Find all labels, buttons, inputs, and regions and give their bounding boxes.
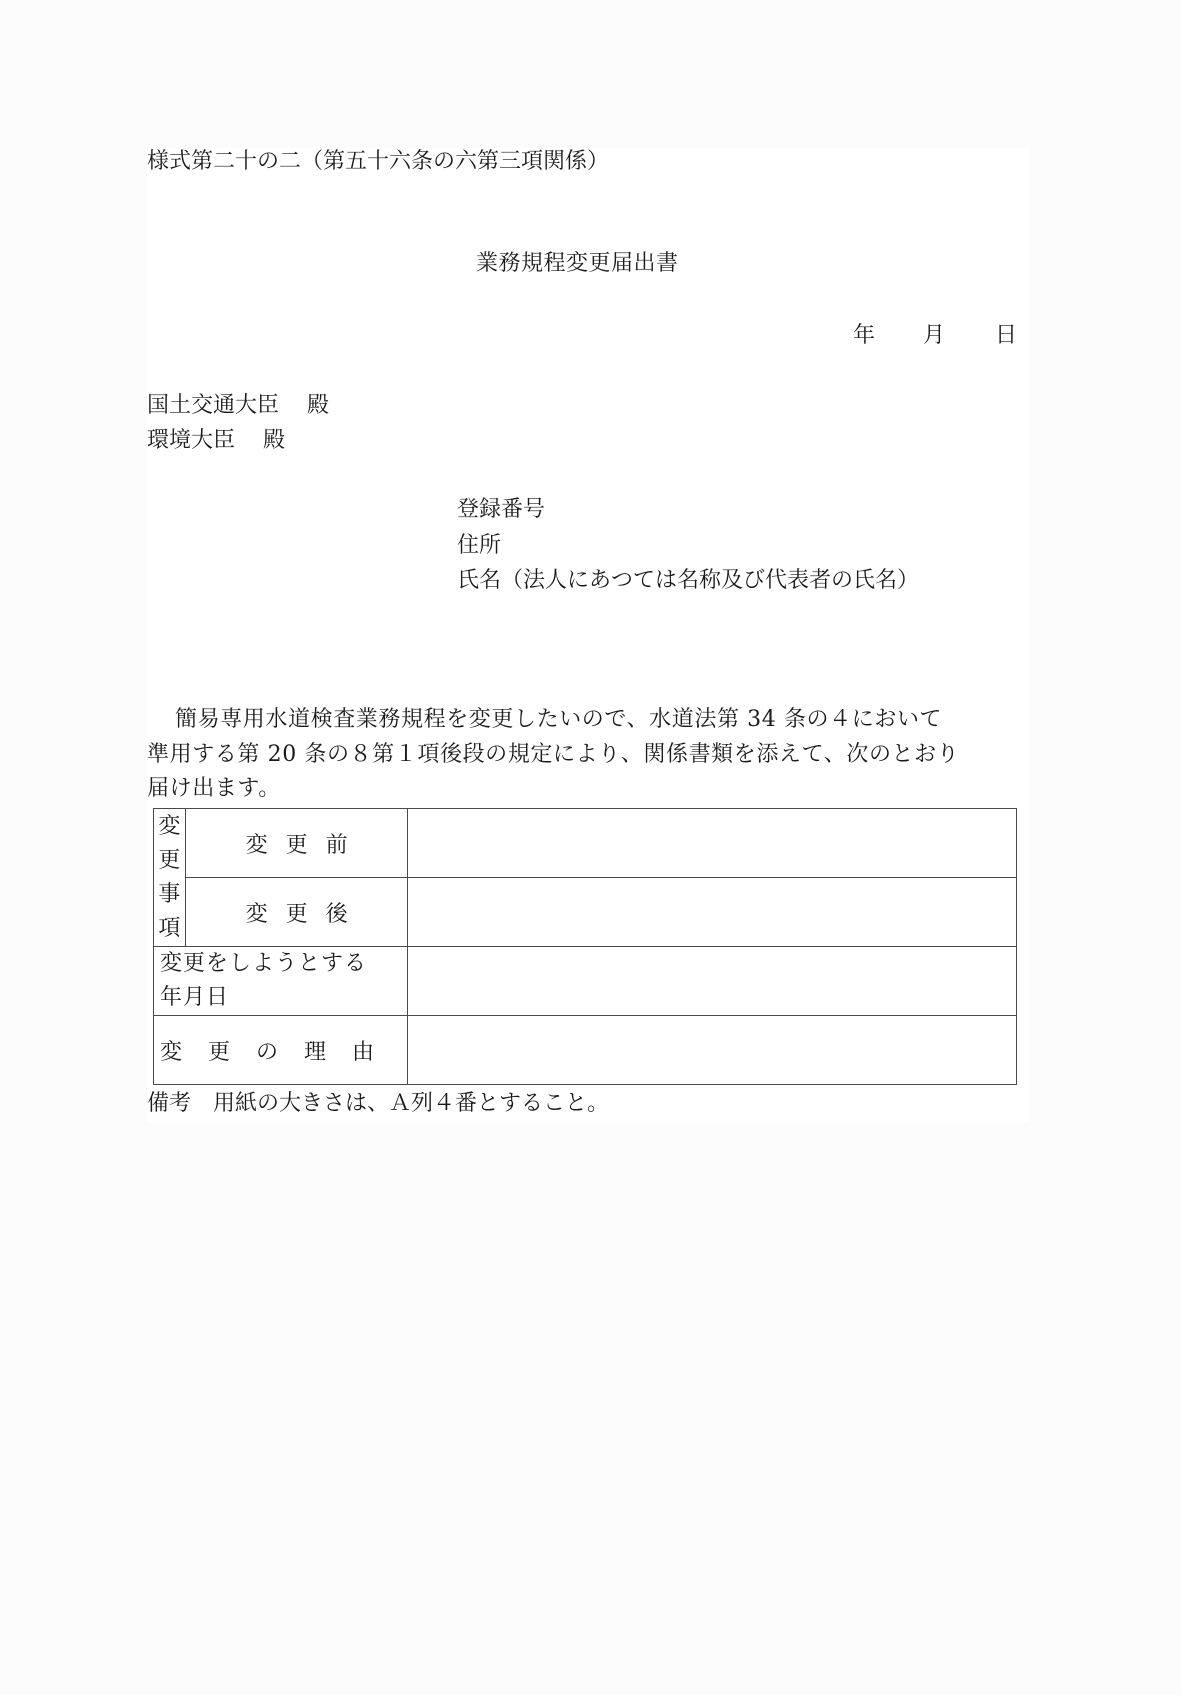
table-row-before <box>154 809 1017 878</box>
addressee-name: 国土交通大臣 <box>147 393 280 418</box>
addressee-honorific: 殿 <box>307 393 330 418</box>
value-after-change[interactable] <box>408 878 1017 947</box>
change-details-table <box>153 808 1017 1085</box>
body-paragraph <box>147 703 1032 807</box>
addressee-honorific: 殿 <box>263 428 286 453</box>
month-label: 月 <box>923 323 946 348</box>
label-change-date <box>154 947 408 1016</box>
addressee-env <box>147 428 285 454</box>
table-row-after <box>154 878 1017 947</box>
value-change-reason[interactable] <box>408 1016 1017 1085</box>
value-before-change[interactable] <box>408 809 1017 878</box>
body-line-2: 準用する第 20 条の８第１項後段の規定により、関係書類を添えて、次のとおり <box>147 741 960 767</box>
group-label-char: 項 <box>158 915 181 941</box>
addressee-name: 環境大臣 <box>147 428 236 453</box>
year-label: 年 <box>853 323 876 348</box>
remarks-note <box>147 1091 609 1117</box>
date-line <box>853 323 1017 349</box>
change-items-group-label <box>154 809 186 947</box>
document-title: 業務規程変更届出書 <box>476 251 679 276</box>
group-label-char: 変 <box>158 813 181 839</box>
label-line: 変更をしようとする <box>160 951 368 976</box>
label-after-change: 変更後 <box>185 878 408 947</box>
table-row-reason <box>154 1016 1017 1085</box>
table-row-date <box>154 947 1017 1016</box>
group-label-char: 更 <box>158 847 181 873</box>
body-line-3: 届け出ます。 <box>147 776 281 801</box>
form-number: 様式第二十の二（第五十六条の六第三項関係） <box>147 149 610 174</box>
remarks-text: 用紙の大きさは、Ａ列４番とすること。 <box>213 1091 610 1116</box>
body-line-1: 簡易専用水道検査業務規程を変更したいので、水道法第 34 条の４において <box>175 707 943 732</box>
document-page <box>147 148 1030 1122</box>
addressee-mlit <box>147 393 329 419</box>
group-label-char: 事 <box>158 881 181 907</box>
name-label: 氏名（法人にあつては名称及び代表者の氏名） <box>457 568 920 593</box>
label-line: 年月日 <box>160 985 230 1010</box>
remarks-prefix: 備考 <box>147 1091 192 1116</box>
registration-number-label: 登録番号 <box>457 497 546 522</box>
value-change-date[interactable] <box>408 947 1017 1016</box>
label-before-change: 変更前 <box>185 809 408 878</box>
day-label: 日 <box>995 323 1018 348</box>
address-label: 住所 <box>457 533 502 558</box>
label-change-reason: 変更の理由 <box>154 1016 408 1085</box>
